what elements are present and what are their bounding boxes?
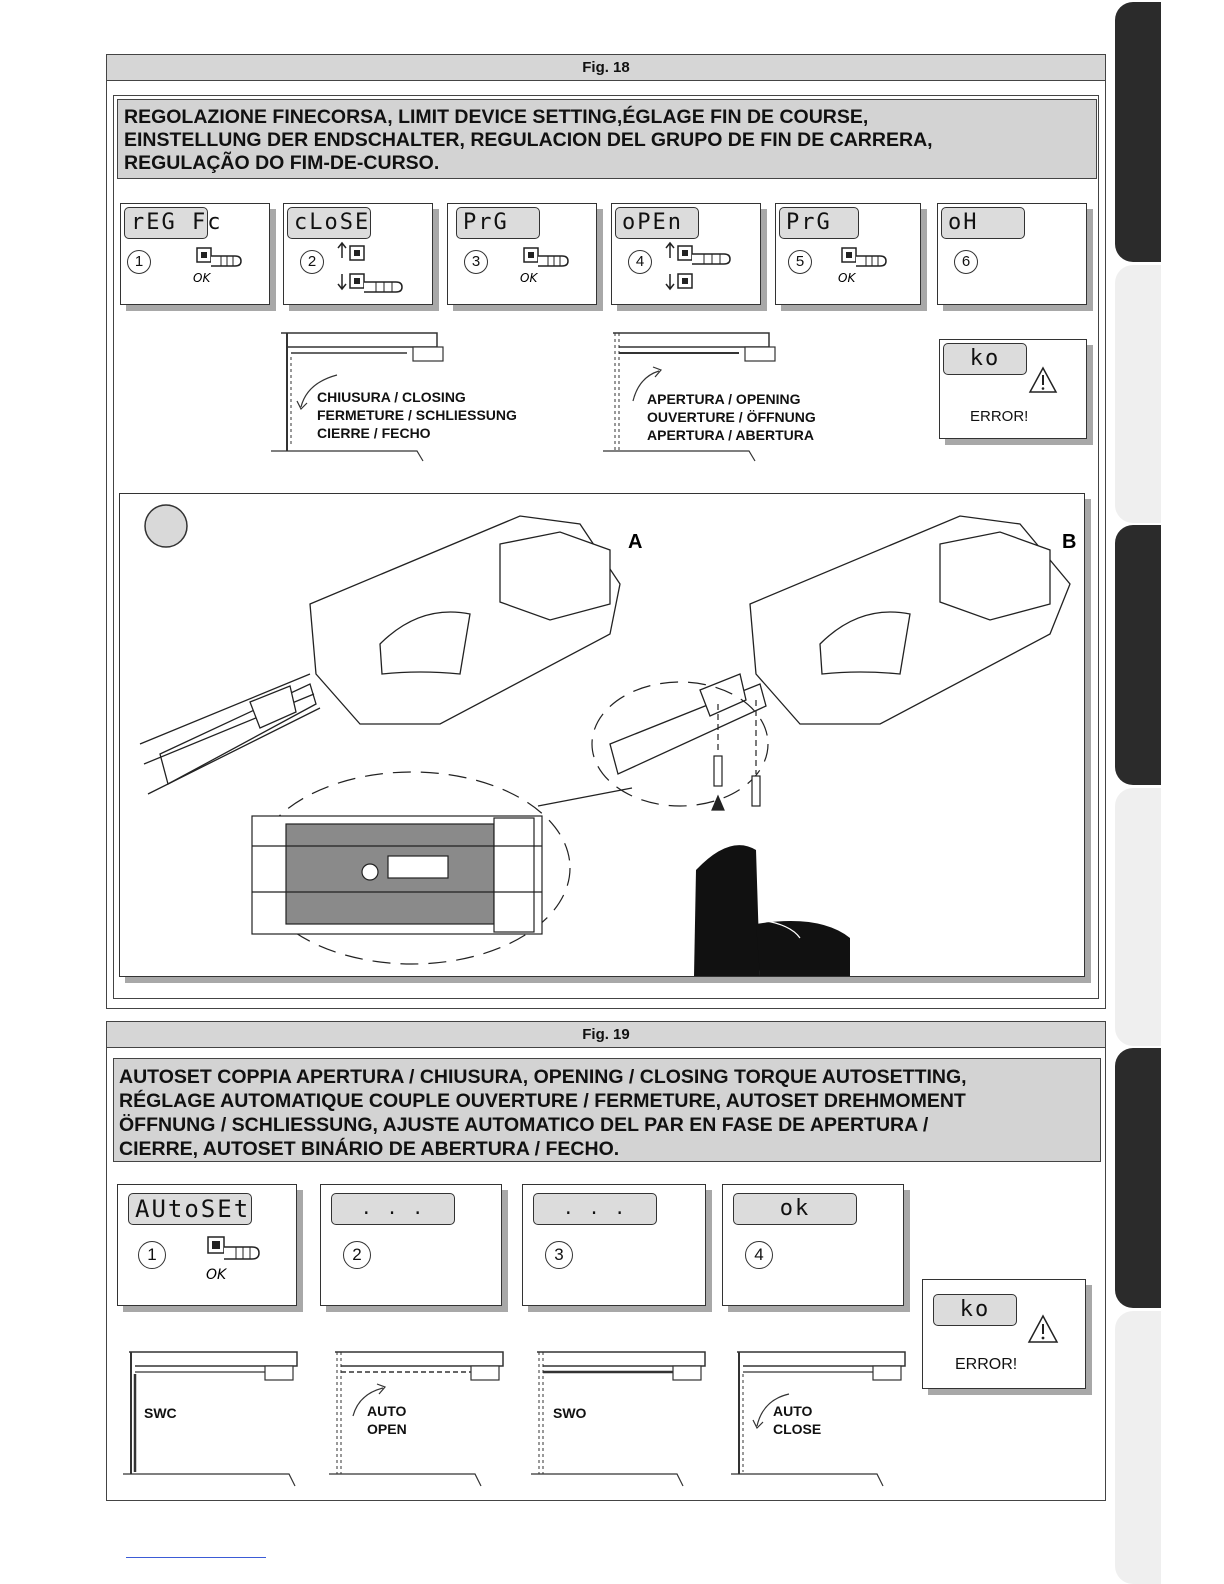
label-line: OPEN (367, 1421, 407, 1437)
step-number: 4 (628, 250, 652, 274)
door-label-swo (553, 1404, 586, 1422)
section-tab-4[interactable] (1115, 788, 1161, 1046)
section-tab-3[interactable] (1115, 525, 1161, 785)
error-card (939, 339, 1087, 439)
warning-icon (1027, 1314, 1059, 1344)
step-number: 1 (127, 250, 151, 274)
section-tab-1[interactable] (1115, 2, 1161, 262)
section-tab-5[interactable] (1115, 1048, 1161, 1308)
step-number: 2 (300, 250, 324, 274)
figure-18-title (117, 99, 1097, 179)
door-label-auto-close (773, 1402, 821, 1438)
figure-19-label: Fig. 19 (107, 1022, 1105, 1048)
label-line: CLOSE (773, 1421, 822, 1437)
lcd-display: . . . (331, 1193, 455, 1225)
label-line: OUVERTURE / ÖFFNUNG (647, 409, 816, 425)
lcd-display: PrG (456, 207, 540, 239)
section-tab-6[interactable] (1115, 1311, 1161, 1584)
lcd-display: cLoSE (287, 207, 371, 239)
title-line: REGULAÇÃO DO FIM-DE-CURSO. (124, 152, 440, 174)
figure-18 (106, 54, 1106, 1009)
step-card (117, 1184, 297, 1306)
detail-label-a: A (628, 531, 643, 553)
ok-press-icon (202, 1233, 276, 1285)
figure-19 (106, 1021, 1106, 1501)
lcd-display: ko (933, 1294, 1017, 1326)
lcd-display: ko (943, 343, 1027, 375)
step-number: 5 (788, 250, 812, 274)
lcd-display: AUtoSEt (128, 1193, 252, 1225)
title-line: AUTOSET COPPIA APERTURA / CHIUSURA, OPENING / CLOSING TORQUE AUTOSETTING, (119, 1066, 967, 1088)
lcd-display: ok (733, 1193, 857, 1225)
ok-text: OK (206, 1267, 227, 1283)
figure-18-label: Fig. 18 (107, 55, 1105, 81)
step-number: 2 (343, 1241, 371, 1269)
door-label-swc (144, 1404, 177, 1422)
step-card (775, 203, 921, 305)
title-line: RÉGLAGE AUTOMATIQUE COUPLE OUVERTURE / FERMETURE, AUTOSET DREHMOMENT (119, 1090, 966, 1112)
section-tab-2[interactable] (1115, 265, 1161, 523)
label-line: CHIUSURA / CLOSING (317, 389, 466, 405)
step-card (522, 1184, 706, 1306)
detail-label-b: B (1062, 531, 1077, 553)
up-down-press-icon (334, 240, 414, 304)
error-card (922, 1279, 1086, 1389)
step-card (120, 203, 270, 305)
closing-label (317, 388, 517, 442)
label-line: APERTURA / ABERTURA (647, 427, 814, 443)
up-down-press-icon (662, 240, 742, 304)
error-text: ERROR! (970, 408, 1029, 425)
step-number: 3 (464, 250, 488, 274)
label-line: FERMETURE / SCHLIESSUNG (317, 407, 517, 423)
title-line: CIERRE, AUTOSET BINÁRIO DE ABERTURA / FECHO. (119, 1138, 620, 1160)
door-diagram-auto-open (325, 1344, 515, 1492)
step-card (722, 1184, 904, 1306)
label-line: APERTURA / OPENING (647, 391, 801, 407)
door-label-auto-open (367, 1402, 407, 1438)
step-card (611, 203, 761, 305)
step-number: 3 (545, 1241, 573, 1269)
lcd-display: rEG Fc (124, 207, 208, 239)
step-card (283, 203, 433, 305)
step-card (937, 203, 1087, 305)
error-text: ERROR! (955, 1356, 1018, 1373)
installation-illustration (119, 493, 1085, 977)
step-number: 1 (138, 1241, 166, 1269)
step-number: 4 (745, 1241, 773, 1269)
label-line: AUTO (773, 1403, 813, 1419)
label-line: SWO (553, 1405, 587, 1421)
ok-press-icon (518, 242, 582, 288)
ok-text: OK (520, 271, 538, 285)
lcd-display: . . . (533, 1193, 657, 1225)
label-line: CIERRE / FECHO (317, 425, 431, 441)
footer-link-underline[interactable] (126, 1557, 266, 1558)
ok-press-icon (836, 242, 900, 288)
label-line: SWC (144, 1405, 177, 1421)
installation-drawing (120, 494, 1084, 976)
label-line: AUTO (367, 1403, 407, 1419)
opening-label (647, 390, 816, 444)
step-card (320, 1184, 502, 1306)
warning-icon (1028, 366, 1058, 394)
step-number: 6 (954, 250, 978, 274)
title-line: REGOLAZIONE FINECORSA, LIMIT DEVICE SETTING,ÉGLAGE FIN DE COURSE, (124, 106, 869, 128)
lcd-display: PrG (779, 207, 859, 239)
door-diagram-auto-close (727, 1344, 917, 1492)
step-card (447, 203, 597, 305)
figure-19-title (113, 1058, 1101, 1162)
ok-text: OK (193, 271, 211, 285)
title-line: EINSTELLUNG DER ENDSCHALTER, REGULACION DEL GRUPO DE FIN DE CARRERA, (124, 129, 933, 151)
lcd-display: oH (941, 207, 1025, 239)
ok-text: OK (838, 271, 856, 285)
lcd-display: oPEn (615, 207, 699, 239)
title-line: ÖFFNUNG / SCHLIESSUNG, AJUSTE AUTOMATICO DEL PAR EN FASE DE APERTURA / (119, 1114, 929, 1136)
ok-press-icon (191, 242, 255, 288)
